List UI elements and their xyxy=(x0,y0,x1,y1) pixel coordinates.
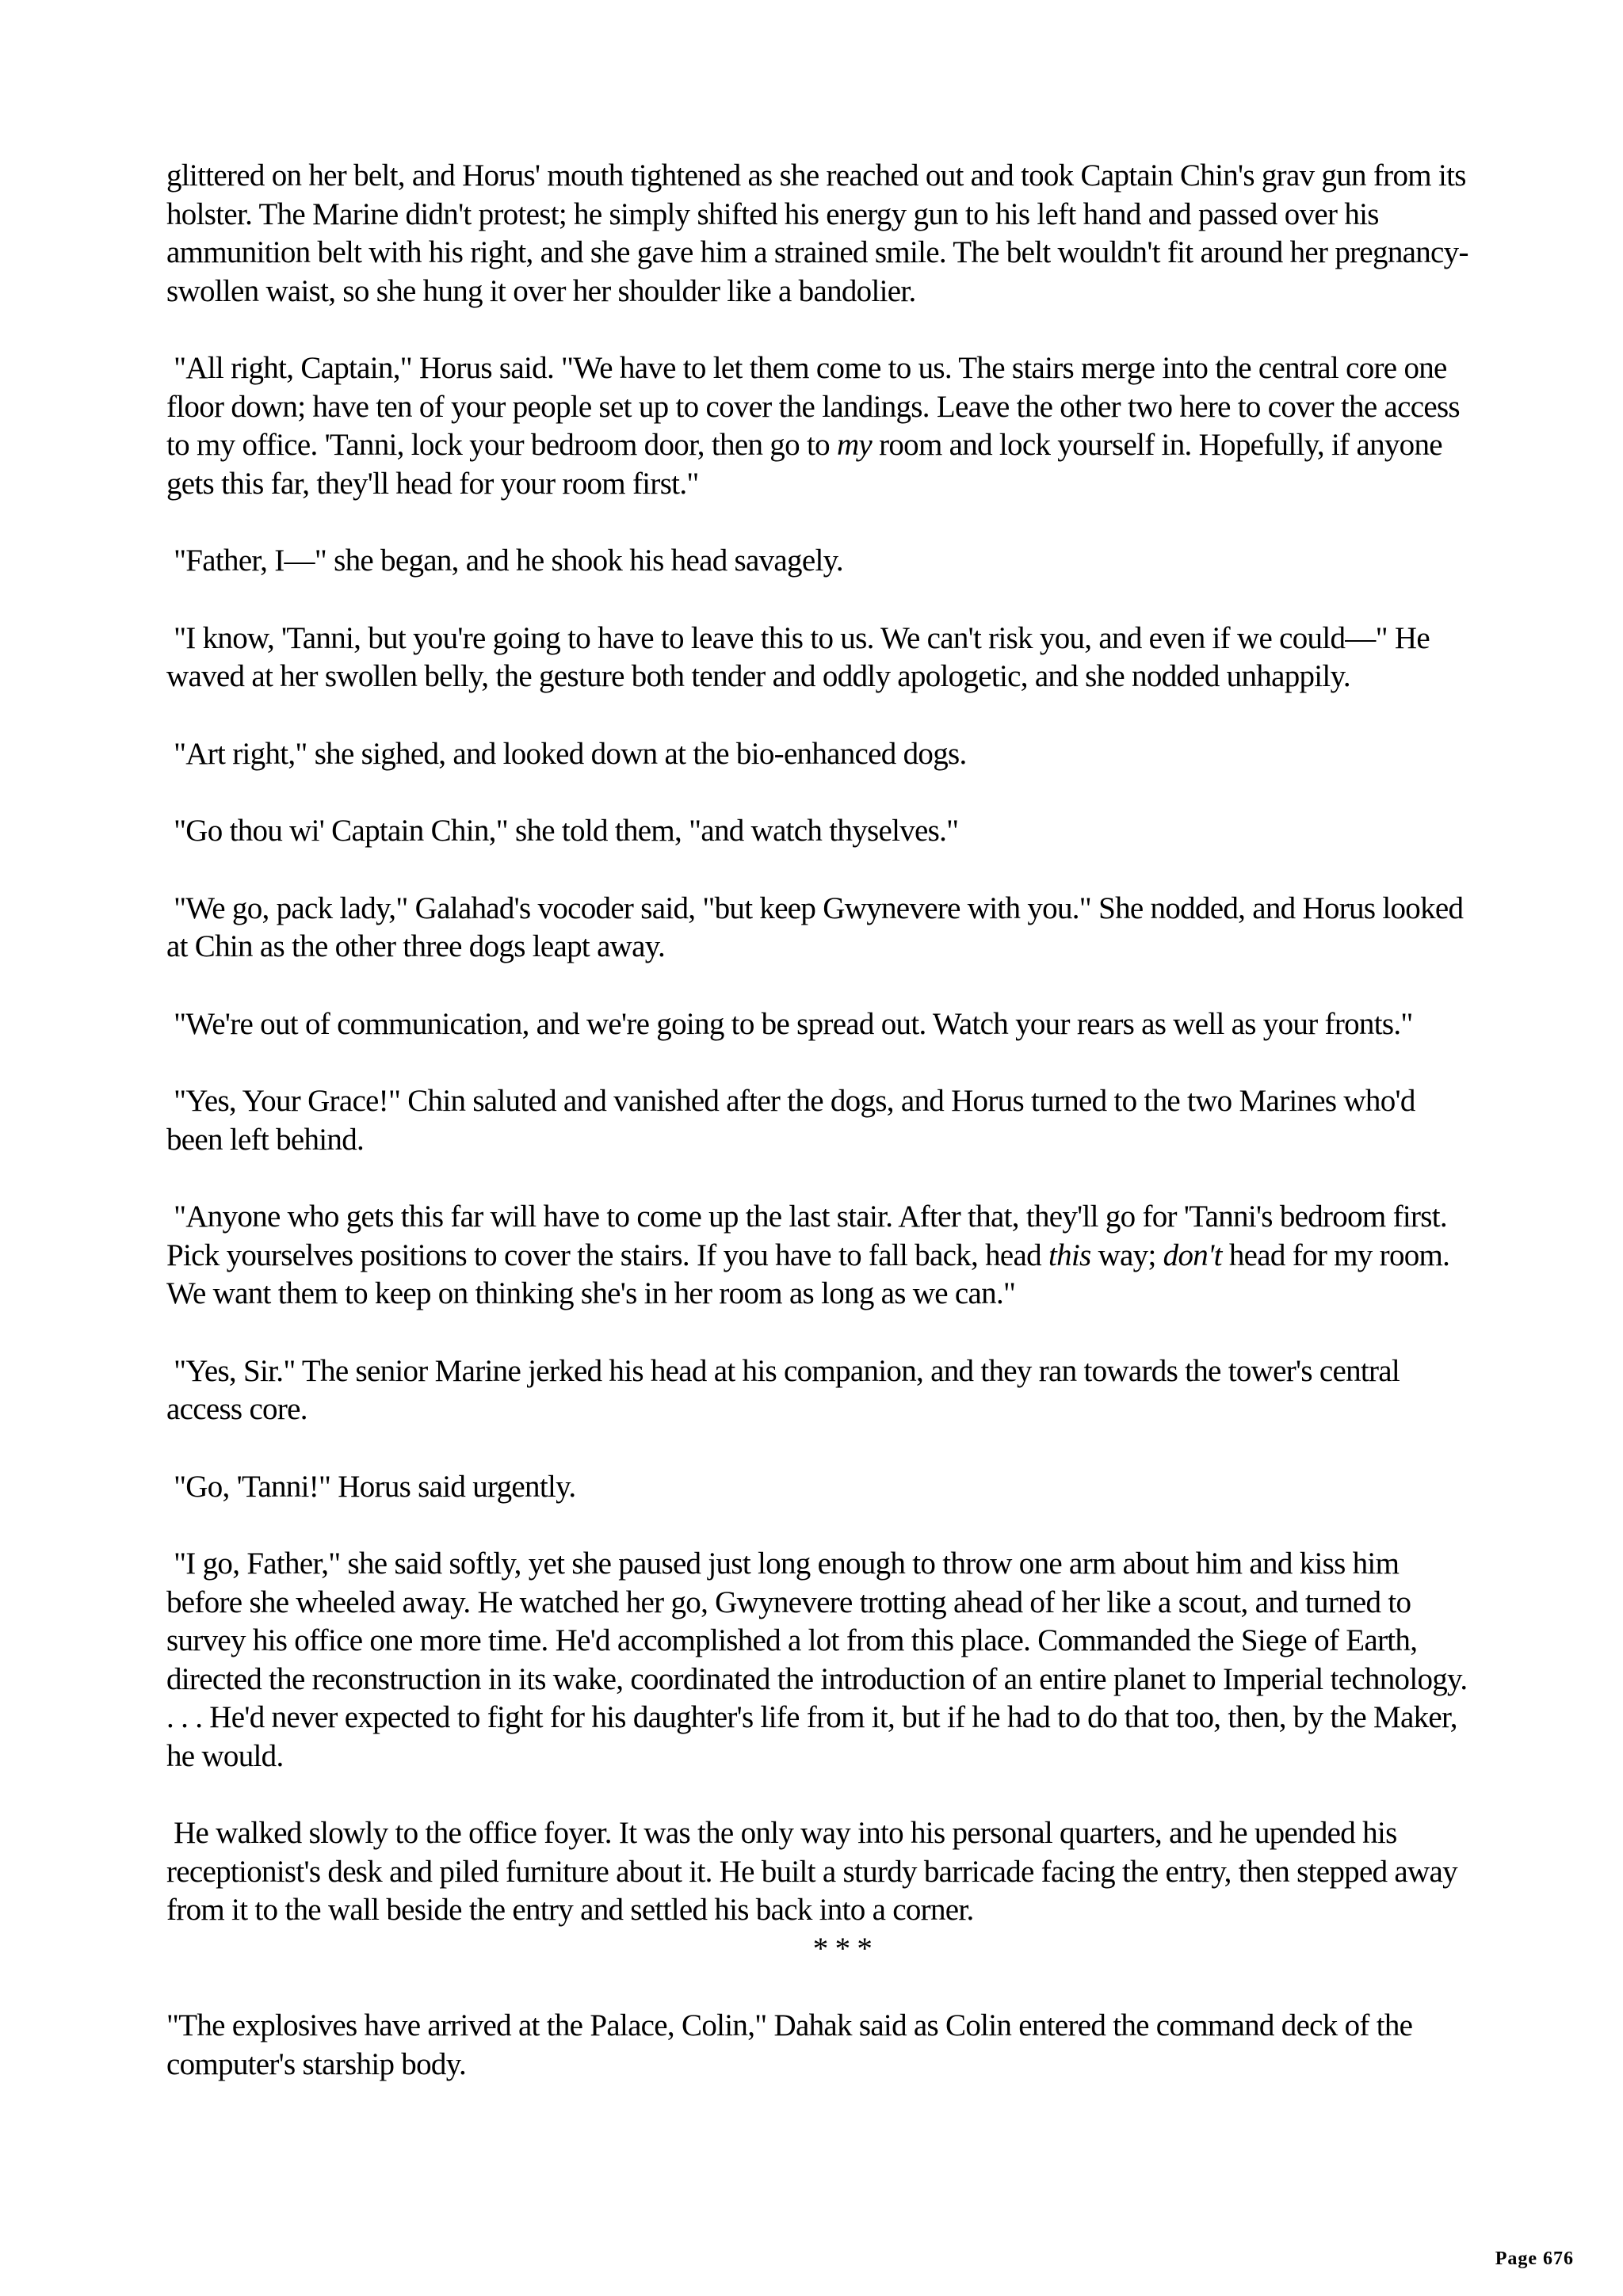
page-body xyxy=(166,157,1474,2122)
text-column xyxy=(166,157,1474,1930)
paragraph-text: "I know, 'Tanni, but you're going to have to leave this to us. We can't risk you, and even if we could—" He waved at her swollen belly, the gesture both tender and oddly apologetic, and she nodded unhappily. xyxy=(166,620,1430,693)
paragraph xyxy=(166,1082,1474,1159)
scene-separator: * * * xyxy=(812,1931,873,1966)
emphasis-text: this xyxy=(1048,1238,1091,1272)
emphasis-text: don't xyxy=(1163,1238,1222,1272)
paragraph xyxy=(166,1545,1474,1775)
paragraph-text: "Art right," she sighed, and looked down at the bio-enhanced dogs. xyxy=(174,736,967,771)
paragraph xyxy=(166,812,1474,851)
emphasis-text: my xyxy=(836,428,873,462)
paragraph xyxy=(166,1198,1474,1314)
paragraph xyxy=(166,542,1474,581)
paragraph-text: way; xyxy=(1090,1238,1163,1272)
paragraph xyxy=(166,349,1474,503)
paragraph-text: "The explosives have arrived at the Palace, Colin," Dahak said as Colin entered the command deck of the computer's starship body. xyxy=(166,2008,1413,2081)
paragraph-text: "We go, pack lady," Galahad's vocoder said, "but keep Gwynevere with you." She nodded, and Horus looked at Chin as the other three dogs leapt away. xyxy=(166,891,1464,963)
paragraph xyxy=(166,157,1474,311)
page-number: Page 676 xyxy=(1495,2248,1574,2269)
paragraph-text: glittered on her belt, and Horus' mouth tightened as she reached out and took Captain Chin's grav gun from its holster. The Marine didn't protest; he simply shifted his energy gun to his left hand and passed over his ammunition belt with his right, and she gave him a strained smile. The belt wouldn't fit around her pregnancy-swollen waist, so she hung it over her shoulder like a bandolier. xyxy=(166,158,1468,308)
paragraph-text: head for my room. We want them to keep on thinking she's in her room as long as we can." xyxy=(166,1238,1450,1310)
paragraph-text: "Go, 'Tanni!" Horus said urgently. xyxy=(174,1469,576,1504)
paragraph xyxy=(166,1468,1474,1507)
paragraph xyxy=(166,1005,1474,1044)
text-column-closing xyxy=(166,2007,1474,2084)
paragraph xyxy=(166,2007,1474,2084)
paragraph xyxy=(166,1352,1474,1429)
paragraph-text: He walked slowly to the office foyer. It was the only way into his personal quarters, and he upended his receptionist's desk and piled furniture about it. He built a sturdy barricade facing the entry, then stepped away from it to the wall beside the entry and settled his back into a corner. xyxy=(166,1816,1457,1927)
paragraph-text: "I go, Father," she said softly, yet she paused just long enough to throw one arm about him and kiss him before she wheeled away. He watched her go, Gwynevere trotting ahead of her like a scout, and turned to survey his office one more time. He'd accomplished a lot from this place. Commanded the Siege of Earth, directed the reconstruction in its wake, coordinated the introduction of an entire planet to Imperial technology. . . . He'd never expected to fight for his daughter's life from it, but if he had to do that too, then, by the Maker, he would. xyxy=(166,1547,1468,1773)
paragraph-text: "Go thou wi' Captain Chin," she told them, "and watch thyselves." xyxy=(174,814,959,848)
paragraph xyxy=(166,890,1474,967)
paragraph xyxy=(166,1814,1474,1930)
paragraph-text: "Yes, Sir." The senior Marine jerked his head at his companion, and they ran towards the tower's central access core. xyxy=(166,1353,1400,1426)
paragraph-text: "All right, Captain," Horus said. "We have to let them come to us. The stairs merge into the central core one floor down; have ten of your people set up to cover the landings. Leave the other two here to cover the access to my office. 'Tanni, lock your bedroom door, then go to xyxy=(166,351,1460,462)
paragraph-text: "Anyone who gets this far will have to come up the last stair. After that, they'll go for 'Tanni's bedroom first. Pick yourselves positions to cover the stairs. If you have to fall back, head xyxy=(166,1199,1447,1272)
paragraph-text: room and lock yourself in. Hopefully, if anyone gets this far, they'll head for your room first." xyxy=(166,428,1442,501)
paragraph-text: "We're out of communication, and we're going to be spread out. Watch your rears as well as your fronts." xyxy=(174,1006,1413,1041)
paragraph-text: "Father, I—" she began, and he shook his head savagely. xyxy=(174,543,843,578)
paragraph-text: "Yes, Your Grace!" Chin saluted and vanished after the dogs, and Horus turned to the two Marines who'd been left behind. xyxy=(166,1084,1415,1157)
paragraph xyxy=(166,735,1474,774)
paragraph xyxy=(166,620,1474,696)
